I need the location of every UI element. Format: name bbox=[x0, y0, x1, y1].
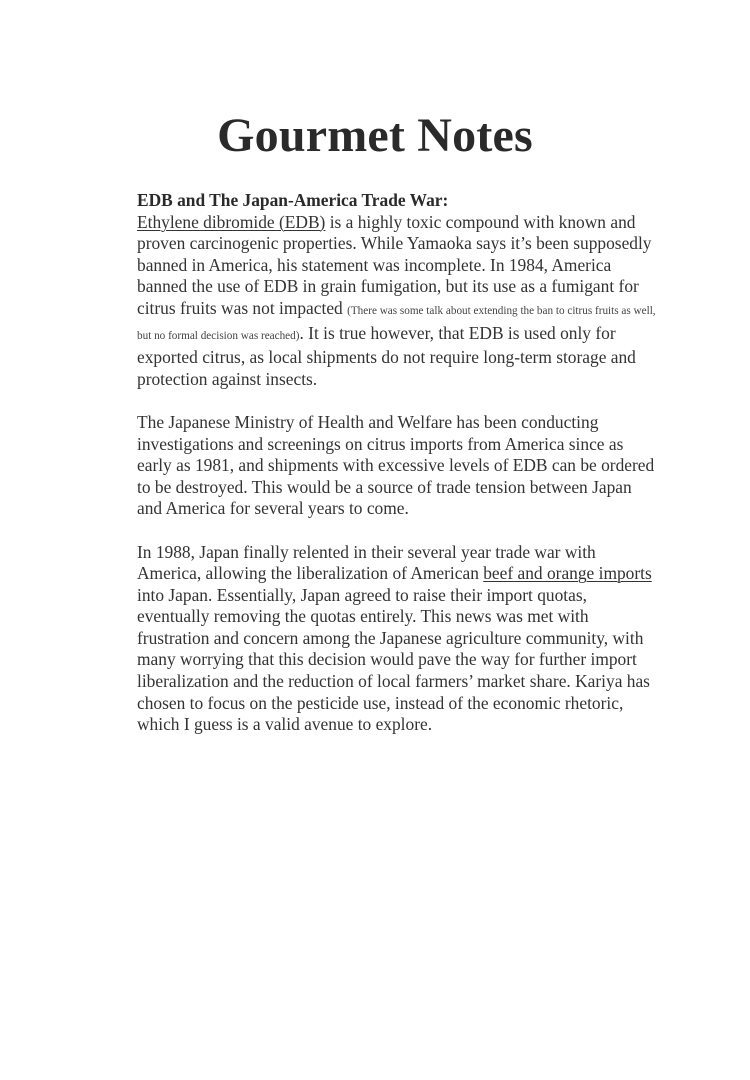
beef-orange-imports-link[interactable]: beef and orange imports bbox=[483, 563, 652, 584]
paragraph-trade-text-a: In 1988, Japan finally relented in their several year trade war with America, allowing the liberalization of American bbox=[137, 541, 596, 584]
paragraph-trade-text-b: into Japan. Essentially, Japan agreed to raise their import quotas, eventually removing the quotas entirely. This news was met with frustration and concern among the Japanese agriculture community, with many worrying that this decision would pave the way for further import liberalization and the reduction of local farmers’ market share. Kariya has chosen to focus on the pesticide use, instead of the economic rhetoric, which I guess is a valid avenue to explore. bbox=[137, 584, 650, 735]
page-title: Gourmet Notes bbox=[217, 109, 533, 162]
edb-link[interactable]: Ethylene dibromide (EDB) bbox=[137, 211, 326, 232]
section-heading: EDB and The Japan-America Trade War: bbox=[137, 190, 449, 210]
paragraph-trade bbox=[137, 542, 657, 736]
paragraph-edb-aside: (There was some talk about extending the ban to citrus fruits as well, but no formal decision was reached) bbox=[137, 304, 656, 342]
paragraph-edb-text-a: is a highly toxic compound with known and proven carcinogenic properties. While Yamaoka says it’s been supposedly banned in America, his statement was incomplete. In 1984, America banned the use of EDB in grain fumigation, but its use as a fumigant for citrus fruits was not impacted bbox=[137, 211, 652, 318]
notes-content bbox=[137, 190, 657, 757]
paragraph-edb bbox=[137, 212, 657, 391]
paragraph-edb-text-b: . It is true however, that EDB is used only for exported citrus, as local shipments do not require long-term storage and protection against insects. bbox=[137, 322, 636, 389]
paragraph-ministry: The Japanese Ministry of Health and Welfare has been conducting investigations and screenings on citrus imports from America since as early as 1981, and shipments with excessive levels of EDB can be ordered to be destroyed. This would be a source of trade tension between Japan and America for several years to come. bbox=[137, 411, 655, 519]
